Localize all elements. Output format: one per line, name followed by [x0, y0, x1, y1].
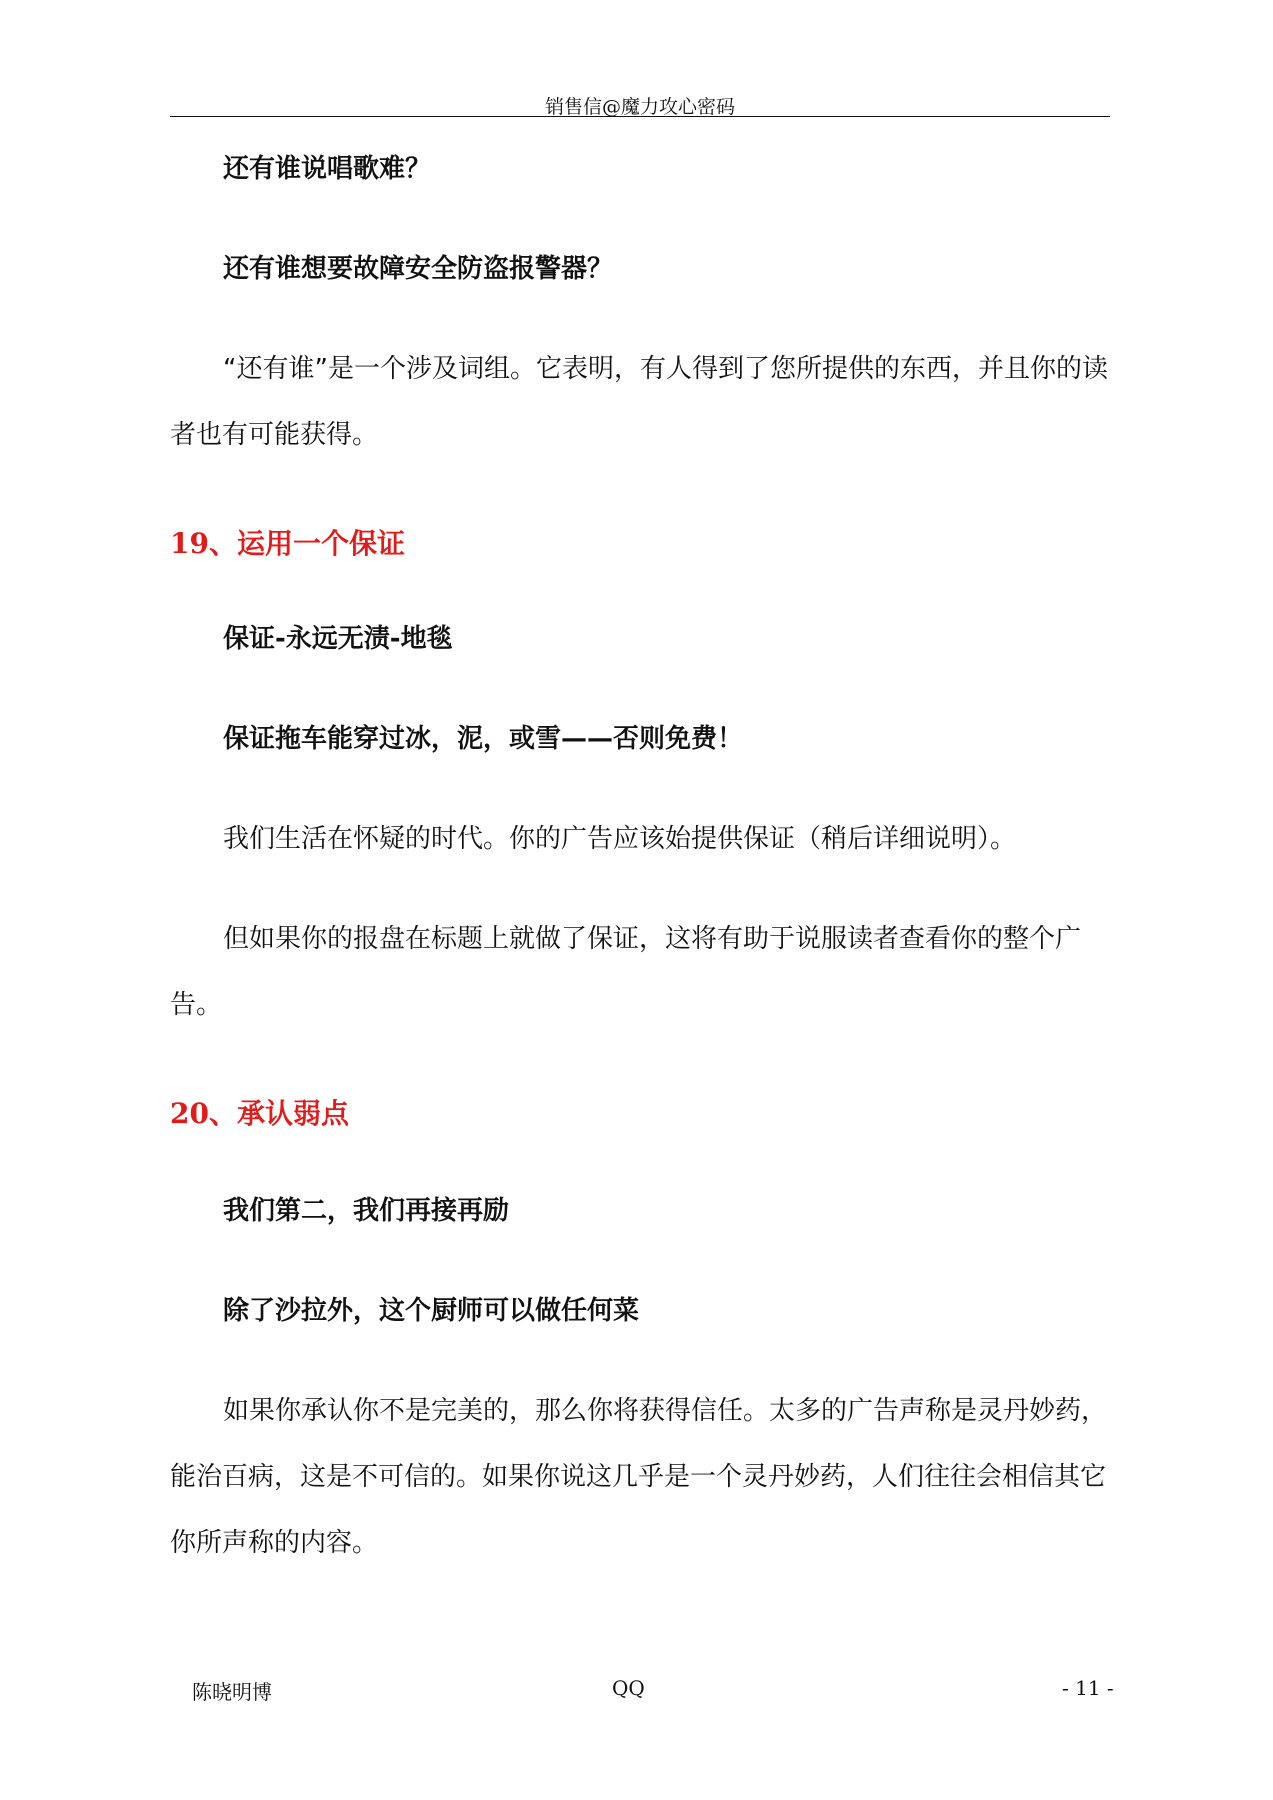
section-title-19: 运用一个保证 — [236, 527, 405, 560]
page-header: 销售信@魔力攻心密码 — [544, 96, 735, 118]
example-line-3: 保证-永远无渍-地毯 — [223, 624, 453, 654]
section-heading-20 — [170, 1092, 349, 1132]
paragraph-3: 但如果你的报盘在标题上就做了保证，这将有助于说服读者查看你的整个广告。 — [170, 924, 1082, 1020]
example-line-5: 我们第二，我们再接再励 — [223, 1196, 510, 1226]
example-line-2: 还有谁想要故障安全防盗报警器？ — [223, 254, 614, 284]
section-number-19: 19、 — [170, 527, 237, 560]
section-title-20: 承认弱点 — [236, 1097, 349, 1130]
section-number-20: 20、 — [170, 1097, 237, 1130]
paragraph-1: “还有谁”是一个涉及词组。它表明，有人得到了您所提供的东西，并且你的读者也有可能获得。 — [170, 354, 1108, 450]
example-line-1: 还有谁说唱歌难？ — [223, 154, 432, 184]
footer-author: 陈晓明博 — [192, 1680, 272, 1704]
header-rule — [170, 116, 1110, 117]
paragraph-2: 我们生活在怀疑的时代。你的广告应该始提供保证（稍后详细说明）。 — [223, 824, 1017, 854]
paragraph-4: 如果你承认你不是完美的，那么你将获得信任。太多的广告声称是灵丹妙药，能治百病，这是不可信的。如果你说这几乎是一个灵丹妙药，人们往往会相信其它你所声称的内容。 — [170, 1396, 1108, 1558]
example-line-6: 除了沙拉外，这个厨师可以做任何菜 — [223, 1296, 640, 1326]
example-line-4: 保证拖车能穿过冰，泥，或雪——否则免费！ — [223, 724, 744, 754]
footer-center: QQ — [612, 1676, 645, 1700]
page-number: - 11 - — [1062, 1676, 1114, 1700]
section-heading-19 — [170, 522, 405, 562]
